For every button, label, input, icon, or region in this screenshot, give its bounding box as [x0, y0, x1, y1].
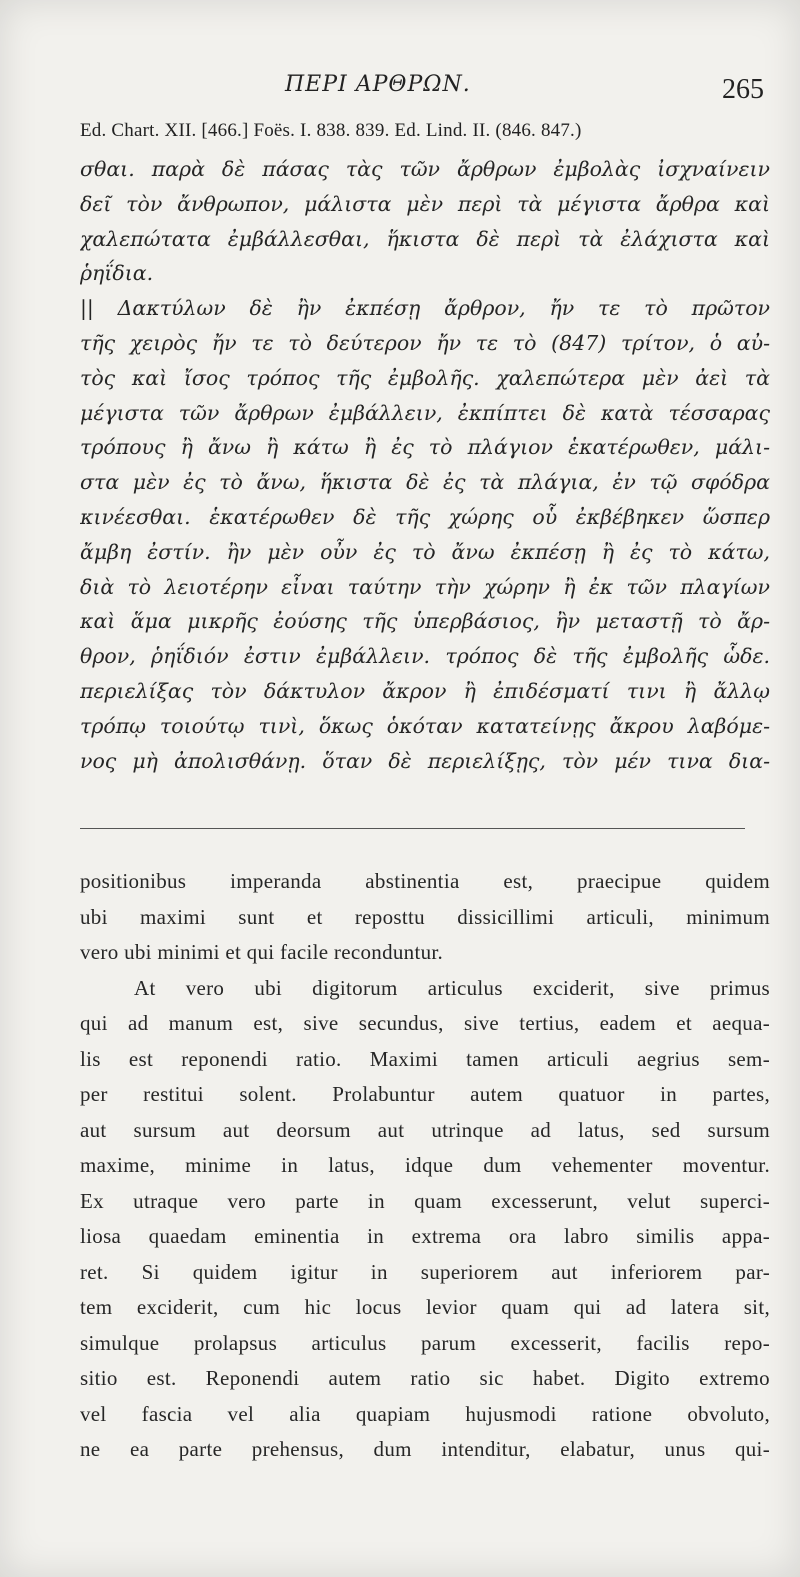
latin-line: At vero ubi digitorum articulus exciderit, sive primus: [134, 975, 770, 1000]
latin-line: vel fascia vel alia quapiam hujusmodi ratione obvoluto,: [80, 1401, 770, 1426]
running-head: [80, 72, 770, 112]
greek-line: θρον, ῥηΐδιόν ἐστιν ἐμβάλλειν. τρόπος δὲ τῆς ἐμβολῆς ὧδε.: [80, 644, 770, 669]
greek-line: || Δακτύλων δὲ ἢν ἐκπέσῃ ἄρθρον, ἤν τε τὸ πρῶτον: [80, 296, 770, 321]
greek-line: σθαι. παρὰ δὲ πάσας τὰς τῶν ἄρθρων ἐμβολὰς ἰσχναίνειν: [80, 157, 770, 181]
greek-line: νος μὴ ἀπολισθάνῃ. ὅταν δὲ περιελίξῃς, τὸν μέν τινα δια-: [80, 748, 770, 773]
latin-line: vero ubi minimi et qui facile reconduntur.: [80, 940, 444, 964]
latin-line: maxime, minime in latus, idque dum vehementer moventur.: [80, 1153, 770, 1177]
greek-text: [80, 152, 770, 778]
greek-line: κινέεσθαι. ἑκατέρωθεν δὲ τῆς χώρης οὗ ἐκβέβηκεν ὥσπερ: [80, 504, 770, 529]
greek-line: δεῖ τὸν ἄνθρωπον, μάλιστα μὲν περὶ τὰ μέγιστα ἄρθρα καὶ: [80, 191, 770, 216]
latin-line: ret. Si quidem igitur in superiorem aut inferiorem par-: [80, 1259, 770, 1284]
page-number: 265: [722, 74, 764, 105]
greek-line: ῥηΐδια.: [80, 261, 154, 286]
greek-line: τρόπους ἢ ἄνω ἢ κάτω ἢ ἐς τὸ πλάγιον ἑκατέρωθεν, μάλι-: [80, 435, 770, 460]
latin-line: liosa quaedam eminentia in extrema ora labro similis appa-: [80, 1224, 770, 1248]
latin-translation: [80, 864, 770, 1468]
greek-line: τὸς καὶ ἴσος τρόπος τῆς ἐμβολῆς. χαλεπώτερα μὲν ἀεὶ τὰ: [80, 365, 770, 390]
section-divider: [80, 828, 745, 829]
latin-line: ne ea parte prehensus, dum intenditur, elabatur, unus qui-: [80, 1437, 770, 1461]
edition-references: Ed. Chart. XII. [466.] Foës. I. 838. 839. Ed. Lind. II. (846. 847.): [80, 120, 582, 141]
greek-line: καὶ ἅμα μικρῆς ἐούσης τῆς ὑπερβάσιος, ἢν μεταστῇ τὸ ἄρ-: [80, 609, 770, 634]
latin-line: lis est reponendi ratio. Maximi tamen articuli aegrius sem-: [80, 1046, 770, 1071]
greek-line: χαλεπώτατα ἐμβάλλεσθαι, ἥκιστα δὲ περὶ τὰ ἐλάχιστα καὶ: [80, 226, 770, 251]
greek-line: τῆς χειρὸς ἤν τε τὸ δεύτερον ἤν τε τὸ (847) τρίτον, ὁ αὐ-: [80, 330, 770, 355]
greek-line: στα μὲν ἐς τὸ ἄνω, ἥκιστα δὲ ἐς τὰ πλάγια, ἐν τῷ σφόδρα: [80, 470, 770, 495]
greek-line: ἄμβη ἐστίν. ἢν μὲν οὖν ἐς τὸ ἄνω ἐκπέσῃ ἢ ἐς τὸ κάτω,: [80, 539, 770, 564]
latin-line: positionibus imperanda abstinentia est, praecipue quidem: [80, 869, 770, 893]
greek-line: περιελίξας τὸν δάκτυλον ἄκρον ἢ ἐπιδέσματί τινι ἢ ἄλλῳ: [80, 678, 770, 703]
latin-line: Ex utraque vero parte in quam excesserunt, velut superci-: [80, 1188, 770, 1213]
greek-line: τρόπῳ τοιούτῳ τινὶ, ὅκως ὁκόταν κατατείνῃς ἄκρου λαβόμε-: [80, 713, 770, 738]
latin-line: tem exciderit, cum hic locus levior quam qui ad latera sit,: [80, 1295, 770, 1319]
latin-line: per restitui solent. Prolabuntur autem quatuor in partes,: [80, 1082, 770, 1106]
running-title: ΠΕΡΙ ΑΡΘΡΩΝ.: [285, 72, 471, 97]
greek-line: διὰ τὸ λειοτέρην εἶναι ταύτην τὴν χώρην ἢ ἐκ τῶν πλαγίων: [80, 574, 770, 599]
latin-line: qui ad manum est, sive secundus, sive tertius, eadem et aequa-: [80, 1011, 770, 1035]
latin-line: aut sursum aut deorsum aut utrinque ad latus, sed sursum: [80, 1117, 770, 1142]
latin-line: sitio est. Reponendi autem ratio sic habet. Digito extremo: [80, 1366, 770, 1390]
latin-line: ubi maximi sunt et reposttu dissicillimi articuli, minimum: [80, 904, 770, 929]
latin-line: simulque prolapsus articulus parum excesserit, facilis repo-: [80, 1330, 770, 1355]
greek-line: μέγιστα τῶν ἄρθρων ἐμβάλλειν, ἐκπίπτει δὲ κατὰ τέσσαρας: [80, 400, 770, 425]
